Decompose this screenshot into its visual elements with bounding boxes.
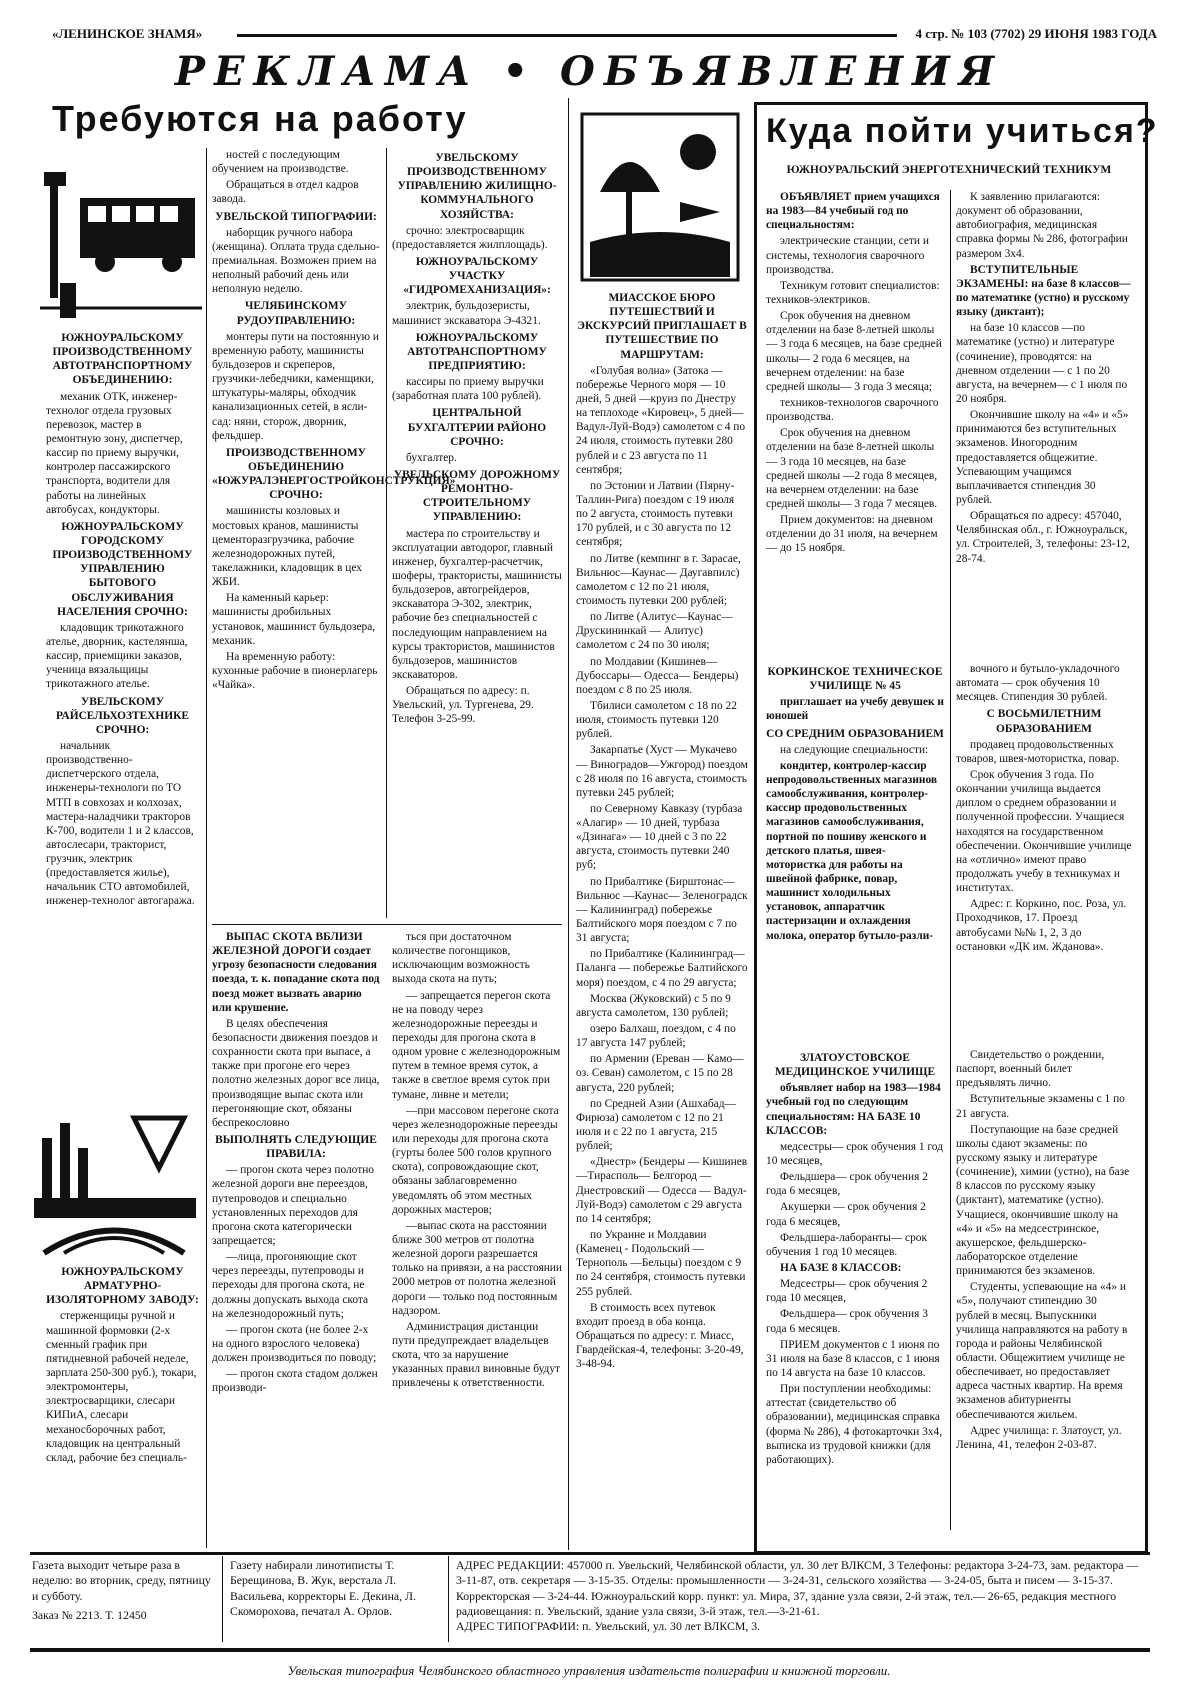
masthead xyxy=(52,26,1157,44)
zlat-text: Акушерки — срок обучения 2 года 6 месяцев, xyxy=(766,1201,926,1228)
zlat-text: Фельдшера— срок обучения 2 года 6 месяцев, xyxy=(766,1171,928,1198)
column-rule xyxy=(206,148,207,1548)
notice-text: В целях обеспечения безопасности движения поездов и сохранности скота при выпасе, а также при прогоне его через полотно железных дорог все лица, производящие выпас скота или перегоняющие скот, обязаны беспрекословно xyxy=(212,1017,380,1129)
travel-bureau-heading: МИАССКОЕ БЮРО ПУТЕШЕСТВИЙ И ЭКСКУРСИЙ ПРИГЛАШАЕТ В ПУТЕШЕСТВИЕ ПО МАРШРУТАМ: xyxy=(577,292,747,361)
kork-col-b xyxy=(956,662,1132,1042)
publication-frequency: Газета выходит четыре раза в неделю: во вторник, среду, пятницу и субботу. xyxy=(32,1558,211,1603)
tech-col-b xyxy=(956,190,1132,650)
livestock-notice-col-b xyxy=(392,930,562,1550)
vacancy-list: наборщик ручного набора (женщина). Оплата труда сдельно-премиальная. Возможен прием на неполный рабочий день или неполную неделю. xyxy=(212,226,380,296)
notice-rules-heading: ВЫПОЛНЯТЬ СЛЕДУЮЩИЕ ПРАВИЛА: xyxy=(215,1133,377,1161)
section-rule xyxy=(212,924,562,925)
vacancy-list: На каменный карьер: машинисты дробильных установок, машинист бульдозера, механик. xyxy=(212,592,376,647)
tech-text: Техникум готовит специалистов: техников-электриков. xyxy=(766,279,940,306)
tech-text: ОБЪЯВЛЯЕТ прием учащихся на 1983—84 учебный год по специальностям: xyxy=(766,191,940,232)
employer-heading: ЮЖНОУРАЛЬСКОМУ АРМАТУРНО-ИЗОЛЯТОРНОМУ ЗАВОДУ: xyxy=(46,1266,199,1307)
kork-text: продавец продовольственных товаров, швея-мотористка, повар. xyxy=(956,738,1120,765)
zlat-text: Медсестры— срок обучения 2 года 10 месяцев, xyxy=(766,1278,928,1305)
zlat-col-a xyxy=(766,1048,944,1538)
vacancy-list: машинисты козловых и мостовых кранов, машинисты цементоразгрузчика, рабочие железнодорожных путей, такелажники, кладовщик в цех ЖБИ. xyxy=(212,505,362,589)
zlat-text: Студенты, успевающие на «4» и «5», получают стипендию 30 рублей в месяц. Выпускники училища направляются на работу в города и районы Челябинской области. Общежитием училище не обеспечивает, но предоставляет адреса частных квартир. На время экзаменов абитуриенты обеспечиваются жильем. xyxy=(956,1281,1128,1421)
editorial-address: АДРЕС РЕДАКЦИИ: 457000 п. Увельский, Челябинской области, ул. 30 лет ВЛКСМ, 3 Телефоны: редактора 3-24-73, зам. редактора — 3-11-87, отв. секретаря — 3-15-35. Отделы: промышленности — 3-24-31, сельского хозяйства — 3-24-05, быта и писем — 3-15-37. Корректорская — 3-24-44. Южноуральский корр. пункт: ул. Мира, 37, здание узла связи, 2-й этаж, тел.— 26-65, редакция местного радиовещания: п. Увельский, здание узла связи, 3-й этаж, тел.—3-21-61. xyxy=(456,1558,1139,1618)
tech-text: электрические станции, сети и системы, технология сварочного производства. xyxy=(766,235,929,276)
tech-text: на базе 10 классов —по математике (устно) и литературе (сочинение), проводятся: на дневном отделении — с 1 по 20 августа, на вечернем— с 1 июля по 20 ноября. xyxy=(956,322,1128,405)
vacancy-list: срочно: электросварщик (предоставляется жилплощадь). xyxy=(392,224,548,251)
tech-text: ВСТУПИТЕЛЬНЫЕ ЭКЗАМЕНЫ: на базе 8 классов— по математике (устно) и русскому языку (диктант); xyxy=(956,263,1131,319)
kork-specialties: кондитер, контролер-кассир непродовольственных магазинов самообслуживания, контролер-кассир продовольственных магазинов самообслуживания, портной по пошиву женского и детского платья, швея-мотористка для работы на швейной фабрике, повар, машинист холодильных установок, аппаратчик пастеризации и охлаждения молока, оператор бутыло-разли- xyxy=(766,759,938,942)
vacancy-list: бухгалтер. xyxy=(406,451,457,464)
tech-col-a xyxy=(766,190,944,650)
footer-rule xyxy=(30,1552,1150,1555)
tour-item: по Молдавии (Кишинев— Дубоссары— Одесса— Бендеры) поездом с 8 по 25 июля. xyxy=(576,655,739,696)
notice-rule: —при массовом перегоне скота через железнодорожные переезды или переходы для прогона скота (гурты более 500 голов крупного скота), сопровождающие скот, обязаны заблаговременно уведомлять об этом местных дорожных мастеров; xyxy=(392,1104,559,1216)
kork-text: Срок обучения 3 года. По окончании училища выдается диплом о среднем образовании и полученной профессии. Учащиеся находятся на государственном обеспечении. Окончившие училище на «отлично» имеют право продолжать учебу в техникумах и институтах. xyxy=(956,768,1132,895)
vacancy-text: ностей с последующим обучением на производстве. xyxy=(212,149,349,176)
tour-item: Москва (Жуковский) с 5 по 9 августа самолетом, 130 рублей; xyxy=(576,992,731,1019)
tour-item: по Армении (Ереван — Камо— оз. Севан) самолетом, с 15 по 28 августа, 220 рублей; xyxy=(576,1053,744,1094)
employer-heading: УВЕЛЬСКОМУ ДОРОЖНОМУ РЕМОНТНО-СТРОИТЕЛЬНОМУ УПРАВЛЕНИЮ: xyxy=(393,468,561,524)
issue-info: 4 стр. № 103 (7702) 29 ИЮНЯ 1983 ГОДА xyxy=(915,26,1157,41)
notice-rule: — прогон скота стадом должен производи- xyxy=(212,1368,378,1395)
tech-title-wrap xyxy=(766,160,1132,178)
zlat-text: Вступительные экзамены с 1 по 21 августа. xyxy=(956,1093,1125,1120)
column-rule xyxy=(386,148,387,918)
vacancy-list: мастера по строительству и эксплуатации автодорог, главный инженер, бухгалтер-расчетчик, шоферы, трактористы, машинисты бульдозеров, автогрейдеров, экскаватора Э-302, электрик, рабочие без специальностей с последующим направлением на курсы трактористов, машинистов бульдозеров, машинистов экскаваторов. xyxy=(392,527,562,681)
employer-heading: ЦЕНТРАЛЬНОЙ БУХГАЛТЕРИИ РАЙОНО СРОЧНО: xyxy=(407,407,547,448)
zlat-text: Фельдшера-лаборанты— срок обучения 1 год 10 месяцев. xyxy=(766,1231,928,1258)
tour-item: Закарпатье (Хуст — Мукачево — Виноградов—Ужгород) поездом с 28 июля по 16 августа, стоимость путевки 245 рублей; xyxy=(576,744,748,799)
employer-heading: ПРОИЗВОДСТВЕННОМУ ОБЪЕДИНЕНИЮ «ЮЖУРАЛЭНЕРГОСТРОЙКОНСТРУКЦИЯ» СРОЧНО: xyxy=(212,446,456,502)
notice-rule: — запрещается перегон скота не на поводу через железнодорожные переезды и переходы для прогона скота в одном уровне с железнодорожным путем в темное время суток, а также в светлое время суток при тумане, ливне и метели; xyxy=(392,989,561,1101)
employer-heading: УВЕЛЬСКОЙ ТИПОГРАФИИ: xyxy=(215,210,377,223)
kork-text: приглашает на учебу девушек и юношей xyxy=(766,696,944,723)
employer-heading: ЮЖНОУРАЛЬСКОМУ АВТОТРАНСПОРТНОМУ ПРЕДПРИЯТИЮ: xyxy=(407,331,547,372)
zlat-text: НА БАЗЕ 8 КЛАССОВ: xyxy=(780,1261,902,1274)
zlat-title: ЗЛАТОУСТОВСКОЕ МЕДИЦИНСКОЕ УЧИЛИЩЕ xyxy=(774,1052,936,1079)
notice-rule: —лица, прогоняющие скот через переезды, путепроводы и переходы для прогона скота, не должны допускать выхода скота на железнодорожный путь; xyxy=(212,1251,369,1320)
vacancy-list: монтеры пути на постоянную и временную работу, машинисты бульдозеров и скреперов, грузчики-лебедчики, каменщики, штукатуры-маляры, обходчик канализационных сетей, в ясли-сад: няни, сторож, дворник, фельдшер. xyxy=(212,330,379,442)
zlat-text: Поступающие на базе средней школы сдают экзамены: по русскому языку и литературе (сочинение), химии (устно), на базе 8 классов по русскому языку (диктант), математике (устно). Учащиеся, окончившие школу на «4» и «5» на медсестринское, акушерское, фельдшерско-лабораторское отделение принимаются без экзаменов. xyxy=(956,1123,1130,1278)
tour-item: «Днестр» (Бендеры — Кишинев —Тирасполь— Белгород — Днестровский — Одесса — Вадул-Луй-Водэ) самолетом с 29 августа по 14 сентября; xyxy=(576,1156,748,1225)
bus-illustration xyxy=(40,158,202,320)
kork-subheading: СО СРЕДНИМ ОБРАЗОВАНИЕМ xyxy=(766,727,944,740)
vacancy-list: кассиры по приему выручки (заработная плата 100 рублей). xyxy=(392,376,544,403)
employer-heading: ЮЖНОУРАЛЬСКОМУ УЧАСТКУ «ГИДРОМЕХАНИЗАЦИЯ»: xyxy=(403,255,551,297)
employer-heading: ЮЖНОУРАЛЬСКОМУ ГОРОДСКОМУ ПРОИЗВОДСТВЕННОМУ УПРАВЛЕНИЮ БЫТОВОГО ОБСЛУЖИВАНИЯ НАСЕЛЕНИЯ СРОЧНО: xyxy=(52,520,193,618)
zlat-text: медсестры— срок обучения 1 год 10 месяцев, xyxy=(766,1140,943,1167)
tour-contact: В стоимость всех путевок входит проезд в оба конца. Обращаться по адресу: г. Миасс, Гвардейская-4, телефоны: 3-20-49, 3-48-94. xyxy=(576,1301,744,1371)
vacancy-list: электрик, бульдозеристы, машинист экскаватора Э-4321. xyxy=(392,300,541,327)
kork-text: вочного и бутыло-укладочного автомата — срок обучения 10 месяцев. Стипендия 30 рублей. xyxy=(956,663,1120,704)
tour-item: по Украине и Молдавии (Каменец - Подольский — Тернополь —Бельцы) поездом с 9 по 24 сентября, стоимость путевки 255 рублей. xyxy=(576,1229,746,1298)
print-address: АДРЕС ТИПОГРАФИИ: п. Увельский, ул. 30 лет ВЛКСМ, 3. xyxy=(456,1619,761,1634)
travel-illustration xyxy=(580,112,740,282)
newspaper-name: «ЛЕНИНСКОЕ ЗНАМЯ» xyxy=(52,26,203,41)
printer-credit: Увельская типография Челябинского областного управления издательств полиграфии и книжной торговли. xyxy=(287,1663,891,1678)
footer-frequency xyxy=(32,1558,214,1640)
column-rule xyxy=(950,190,951,1530)
tour-item: по Северному Кавказу (турбаза «Алагир» — 10 дней, турбаза «Дзинага» — 10 дней с 3 по 22 августа, стоимость путевки 240 руб; xyxy=(576,802,743,872)
factory-illustration xyxy=(34,1108,196,1258)
employer-heading: УВЕЛЬСКОМУ РАЙСЕЛЬХОЗТЕХНИКЕ СРОЧНО: xyxy=(56,695,189,736)
zlat-text: ПРИЕМ документов с 1 июня по 31 июля на базе 8 классов, с 1 июня по 14 августа на базе 10 классов. xyxy=(766,1338,940,1379)
employer-heading: ЮЖНОУРАЛЬСКОМУ ПРОИЗВОДСТВЕННОМУ АВТОТРАНСПОРТНОМУ ОБЪЕДИНЕНИЮ: xyxy=(52,332,193,387)
masthead-rule xyxy=(237,34,897,37)
employer-heading: УВЕЛЬСКОМУ ПРОИЗВОДСТВЕННОМУ УПРАВЛЕНИЮ ЖИЛИЩНО-КОММУНАЛЬНОГО ХОЗЯЙСТВА: xyxy=(397,152,557,221)
zlat-text: объявляет набор на 1983—1984 учебный год по следующим специальностям: НА БАЗЕ 10 КЛАССОВ: xyxy=(766,1082,941,1137)
kork-title: КОРКИНСКОЕ ТЕХНИЧЕСКОЕ УЧИЛИЩЕ № 45 xyxy=(767,666,943,693)
livestock-notice-col-a xyxy=(212,930,380,1550)
zlat-address: Адрес училища: г. Златоуст, ул. Ленина, 41, телефон 2-03-87. xyxy=(956,1424,1122,1451)
kork-text: на следующие специальности: xyxy=(780,743,929,756)
tour-item: по Литве (Алитус—Каунас— Друскининкай — Алитус) самолетом с 24 по 30 июля; xyxy=(576,611,733,652)
tour-item: по Прибалтике (Бирштонас— Вильнюс —Каунас— Зеленоградск — Калининград) побережье Балтийского моря поездом с 7 по 31 августа; xyxy=(576,875,748,945)
tour-item: по Эстонии и Латвии (Пярну-Таллин-Рига) поездом с 19 июля по 2 августа, стоимость путевки 170 рублей, и с 30 августа по 12 сентября; xyxy=(576,479,735,549)
section-banner: РЕКЛАМА • ОБЪЯВЛЕНИЯ xyxy=(174,48,1004,95)
tour-item: по Литве (кемпинг в г. Зарасае, Вильнюс—Каунас— Даугавпилс) самолетом с 12 по 21 июля, стоимость путевки 200 рублей; xyxy=(576,552,741,607)
tech-title: ЮЖНОУРАЛЬСКИЙ ЭНЕРГОТЕХНИЧЕСКИЙ ТЕХНИКУМ xyxy=(786,164,1112,176)
notice-lead: ВЫПАС СКОТА ВБЛИЗИ ЖЕЛЕЗНОЙ ДОРОГИ создает угрозу безопасности следования поезда, т. к. попадание скота под поезд может вызвать аварию или крушение. xyxy=(212,931,380,1014)
zlat-text: Свидетельство о рождении, паспорт, военный билет предъявлять лично. xyxy=(956,1049,1105,1090)
footer-staff: Газету набирали линотиписты Т. Берещинова, В. Жук, верстала Л. Васильева, корректоры Е. Декина, Л. Скоморохова, печатал А. Орлов. xyxy=(230,1558,416,1618)
kork-address: Адрес: г. Коркино, пос. Роза, ул. Проходчиков, 17. Проезд автобусами №№ 1, 2, 3 до остановки «ДК им. Жданова». xyxy=(956,898,1127,953)
tour-item: по Прибалтике (Калининград— Паланга — побережье Балтийского моря) поездом, с 4 по 29 августа; xyxy=(576,948,748,989)
vacancy-list: стерженщицы ручной и машинной формовки (2-х сменный график при пятидневной рабочей неделе, зарплата 250-300 руб.), токари, электромонтеры, электросварщики, слесари КИПиА, слесари механосборочных работ, кладовщик на центральный склад, рабочие без специаль- xyxy=(46,1310,197,1464)
tech-text: техников-технологов сварочного производства. xyxy=(766,396,939,424)
jobs-column-1 xyxy=(46,328,199,1098)
kork-col-a xyxy=(766,662,944,1042)
tech-text: Срок обучения на дневном отделении на базе 8-летней школы— 3 года 6 месяцев, на базе средней школы— 2 года 6 месяцев, на вечернем отделении: на базе средней школы— 3 года 3 месяца; xyxy=(766,310,942,393)
vacancy-list: начальник производственно-диспетчерского отдела, инженеры-технологи по ТО МТП в совхозах и колхозах, мастера-наладчики тракторов К-700, водители 1 и 2 классов, автослесари, тракторист, грузчик, электрик (предоставляется жилье), начальник СТО автомобилей, инженер-технолог автогаража. xyxy=(46,739,195,908)
travel-column xyxy=(576,288,748,1550)
tour-item: «Голубая волна» (Затока —побережье Черного моря — 10 дней, 5 дней —круиз по Днестру на теплоходе «Кировец», 5 дней— Вадул-Луй-Водэ) самолетом с 4 по 24 июля, стоимость путевки 280 рублей и с 23 августа по 11 сентября; xyxy=(576,364,746,476)
tech-text: Окончившие школу на «4» и «5» принимаются без вступительных экзаменов. Иногородним предоставляется общежитие. Успевающим учащимся выплачивается стипендия 30 рублей. xyxy=(956,409,1129,506)
footer-rule xyxy=(30,1648,1150,1652)
contact-address: Обращаться по адресу: п. Увельский, ул. Тургенева, 29. Телефон 3-25-99. xyxy=(392,685,534,726)
notice-rule: — прогон скота (не более 2-х на одного взрослого человека) должен производиться по поводу; xyxy=(212,1323,377,1365)
tour-item: озеро Балхаш, поездом, с 4 по 17 августа 147 рублей; xyxy=(576,1023,736,1050)
tour-item: по Средней Азии (Ашхабад— Фирюза) самолетом с 12 по 21 июля и с 22 по 1 августа, 215 рублей; xyxy=(576,1097,736,1153)
footer-address xyxy=(456,1558,1146,1642)
tech-text: Обращаться по адресу: 457040, Челябинская обл., г. Южноуральск, ул. Строителей, 3, телефоны: 23-12, 28-74. xyxy=(956,510,1130,565)
notice-warning: Администрация дистанции пути предупреждает владельцев скота, что за нарушение указанных правил виновные будут привлечены к ответственности. xyxy=(392,1320,561,1390)
column-rule xyxy=(222,1556,223,1642)
vacancy-list: На временную работу: кухонные рабочие в пионерлагерь «Чайка». xyxy=(212,650,378,692)
vacancy-list: кладовщик трикотажного ателье, дворник, кастелянша, кассир, приемщики заказов, ученица вязальщицы трикотажного ателье. xyxy=(46,621,188,691)
notice-rule: —выпас скота на расстоянии ближе 300 метров от полотна железной дороги разрешается только на привязи, а на расстоянии 2000 метров от полотна железной дороги — только под постоянным надзором. xyxy=(392,1219,562,1317)
tour-item: Тбилиси самолетом с 18 по 22 июля, стоимость путевки 120 рублей. xyxy=(576,699,737,741)
tech-text: Прием документов: на дневном отделении до 31 июля, на вечернем — до 15 ноября. xyxy=(766,514,938,555)
employer-heading: ЧЕЛЯБИНСКОМУ РУДОУПРАВЛЕНИЮ: xyxy=(236,300,356,327)
vacancy-text: Обращаться в отдел кадров завода. xyxy=(212,179,359,206)
order-number: Заказ № 2213. Т. 12450 xyxy=(32,1607,147,1622)
zlat-col-b xyxy=(956,1048,1132,1538)
vacancy-list: механик ОТК, инженер-технолог отдела грузовых перевозок, мастер в ремонтную зону, диспетчер, кассир по приему выручки, контролер пассажирского транспорта, водители для работы на линейных автобусах, кондукторы. xyxy=(46,390,183,516)
jobs-heading: Требуются на работу xyxy=(52,98,468,139)
column-rule xyxy=(568,98,569,1550)
zlat-text: Фельдшера— срок обучения 3 года 6 месяцев. xyxy=(766,1308,928,1335)
notice-rule: ться при достаточном количестве погонщиков, исключающим возможность выхода скота на путь; xyxy=(392,931,530,986)
tech-text: Срок обучения на дневном отделении на базе 8-летней школы— 3 года 10 месяцев, на базе средней школы —2 года 8 месяцев, на вечернем отделении: на базе средней школы— 3 года 7 месяцев. xyxy=(766,427,938,510)
zlat-text: При поступлении необходимы: аттестат (свидетельство об образовании), медицинская справка (форма № 286), 4 фотокарточки 3х4, выписка из трудовой книжки (для работающих). xyxy=(766,1383,943,1466)
kork-subheading: С ВОСЬМИЛЕТНИМ ОБРАЗОВАНИЕМ xyxy=(986,708,1102,735)
column-rule xyxy=(448,1556,449,1642)
tech-text: К заявлению прилагаются: документ об образовании, автобиография, медицинская справка формы № 286, фотографии размером 3х4. xyxy=(956,191,1128,260)
notice-rule: — прогон скота через полотно железной дороги вне переездов, путепроводов и специально установленных переходов для прогона скота категорически запрещается; xyxy=(212,1164,374,1247)
jobs-column-3 xyxy=(392,148,562,918)
study-heading: Куда пойти учиться? xyxy=(766,112,1159,150)
